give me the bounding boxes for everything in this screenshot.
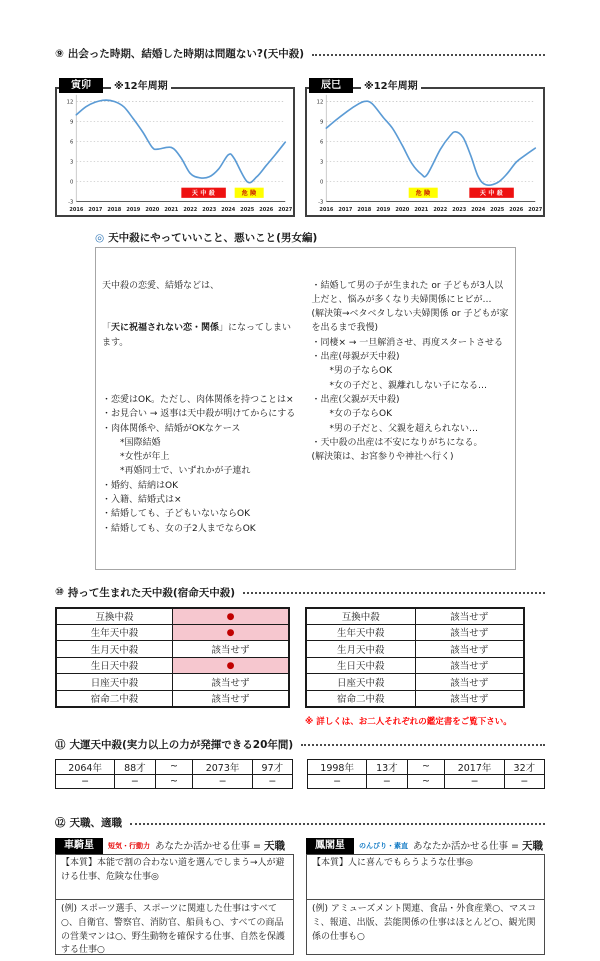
chart-torau-label-row (59, 77, 295, 93)
advice-column-left (96, 248, 306, 569)
y-tick-label: 6 (70, 139, 74, 146)
daiun-cell: 2017年 (445, 759, 504, 774)
fortune-label-cell: 宿命二中殺 (56, 690, 173, 707)
chart-torau-container (55, 77, 295, 217)
advice-line (102, 379, 300, 393)
advice-intro-line-2 (102, 321, 300, 350)
chart-tatsumi-frame (305, 87, 545, 217)
advice-line: ・恋愛はOK。ただし、肉体関係を持つことは× (102, 394, 294, 405)
daiun-cell: − (252, 774, 292, 789)
job-hokaku-example: (例) アミューズメント関連、食品・外食産業○、マスコミ、報道、出版、芸能関係の仕事はほとんど○、観光関係の仕事も○ (312, 904, 537, 942)
section-12-title: 天職、適職 (69, 817, 122, 830)
fortune-label-cell: 互換中殺 (306, 608, 415, 625)
job-hokaku-header (306, 837, 545, 854)
section-10-heading (55, 585, 545, 600)
job-shaki-essence: 【本質】本能で割の合わない道を選んでしまう→人が避ける仕事、危険な仕事◎ (56, 855, 293, 900)
daiun-cell: − (504, 774, 544, 789)
fortune-table-row (306, 641, 524, 658)
advice-line: *再婚同士で、いずれかが子連れ (102, 466, 251, 477)
y-tick-label: 3 (70, 159, 74, 166)
fortune-label-cell: 生月天中殺 (306, 641, 415, 658)
charts-row (55, 77, 545, 217)
daiun-right-wrap (307, 759, 545, 790)
fortune-table-row (56, 657, 289, 674)
section-9-number: ⑨ (55, 47, 64, 60)
x-tick-label: 2016 (69, 207, 84, 214)
x-tick-label: 2019 (376, 207, 391, 214)
section-12-number: ⑫ (55, 817, 66, 830)
x-tick-label: 2023 (202, 207, 217, 214)
fortune-label-cell: 生日天中殺 (306, 657, 415, 674)
advice-line: *女の子だと、親離れしない子になる… (311, 380, 488, 391)
data-line (326, 101, 535, 185)
y-tick-label: 12 (316, 99, 324, 106)
y-tick-label: 0 (70, 179, 74, 186)
fortune-value-cell: 該当せず (173, 690, 290, 707)
annotation-label: 天中殺 (191, 190, 218, 198)
daiun-left-wrap (55, 759, 293, 790)
x-tick-label: 2018 (107, 207, 122, 214)
y-tick-label: 3 (320, 159, 324, 166)
daiun-cell: − (308, 774, 367, 789)
daiun-table-left (55, 759, 293, 790)
daiun-cell: − (56, 774, 115, 789)
daiun-cell: ~ (407, 774, 445, 789)
daiun-table-row (308, 774, 545, 789)
daiun-table-row (56, 759, 293, 774)
dotted-leader (130, 823, 545, 825)
fortune-label-cell: 生年天中殺 (306, 624, 415, 641)
section-10-title: 持って生まれた天中殺(宿命天中殺) (67, 586, 235, 599)
chart-tatsumi-period-note: ※12年周期 (361, 80, 421, 93)
x-tick-label: 2020 (395, 207, 410, 214)
job-shaki-example: (例) スポーツ選手、スポーツに関連した仕事はすべて○、自衛官、警察官、消防官、船員も○、すべての商品の営業マンは○、野生動物を確保する仕事、自然を保護する仕事○ (61, 904, 285, 956)
fortune-value-cell: 該当せず (415, 674, 524, 691)
advice-line: ・出産(父親が天中殺) (311, 394, 400, 405)
x-tick-label: 2021 (414, 207, 429, 214)
x-tick-label: 2016 (319, 207, 334, 214)
fortune-label-cell: 生日天中殺 (56, 657, 173, 674)
job-shaki-headline-pre: あなたか活かせる仕事 = (155, 841, 264, 853)
section-10-number: ⑩ (55, 586, 64, 599)
fortune-table-row (56, 608, 289, 625)
advice-intro-post: 」になってしまいます。 (102, 323, 292, 348)
advice-line: *国際結婚 (102, 437, 161, 448)
job-shaki-headline-bold: 天職 (264, 840, 285, 853)
dotted-leader (243, 592, 545, 594)
chart-tatsumi-container (305, 77, 545, 217)
job-shaki-star-tab: 車騎星 (55, 838, 103, 854)
fortune-table-row (306, 624, 524, 641)
dotted-leader (312, 54, 545, 56)
advice-line: *女性が年上 (102, 452, 170, 463)
chart-tatsumi-label-row (309, 77, 545, 93)
fortune-label-cell: 生年天中殺 (56, 624, 173, 641)
job-shaki-body (55, 854, 294, 955)
fortune-value-cell (173, 608, 290, 625)
section-11-heading (55, 737, 545, 752)
daiun-cell: − (445, 774, 504, 789)
x-tick-label: 2025 (240, 207, 255, 214)
advice-heading (95, 230, 545, 245)
advice-line: ・同棲× → 一旦解消させ、再度スタートさせる (311, 337, 504, 348)
red-dot-icon: ● (226, 627, 235, 638)
y-tick-label: 9 (70, 119, 74, 126)
fortune-note: ※ 詳しくは、お二人それぞれの鑑定書をご覧下さい。 (305, 716, 512, 727)
double-circle-icon: ◎ (95, 232, 105, 244)
fortune-value-cell: 該当せず (415, 624, 524, 641)
daiun-table-row (308, 759, 545, 774)
fortune-value-cell: 該当せず (415, 690, 524, 707)
fortune-label-cell: 日座天中殺 (306, 674, 415, 691)
fortune-table-row (306, 674, 524, 691)
fortune-label-cell: 生月天中殺 (56, 641, 173, 658)
fortune-table-row (56, 674, 289, 691)
x-tick-label: 2019 (126, 207, 141, 214)
annotation-label: 危険 (241, 190, 259, 198)
chart-tatsumi-tab: 辰巳 (309, 78, 353, 93)
advice-right-items (312, 279, 510, 465)
fortune-table-left (55, 607, 290, 708)
chart-torau-period-note: ※12年周期 (111, 80, 171, 93)
daiun-cell: 88才 (115, 759, 155, 774)
daiun-cell: ~ (407, 759, 445, 774)
daiun-cell: 97才 (252, 759, 292, 774)
daiun-cell: 2073年 (193, 759, 252, 774)
fortune-table-row (306, 608, 524, 625)
job-hokaku-headline-pre: あなたか活かせる仕事 = (413, 841, 522, 853)
advice-line: ・結婚して男の子が生まれた or 子どもが3人以上だと、悩みが多くなり夫婦関係にヒビが… (311, 280, 504, 305)
fortune-value-cell: 該当せず (173, 674, 290, 691)
line-chart-torau (57, 89, 293, 215)
fortune-table-row (56, 641, 289, 658)
advice-left-items (102, 379, 300, 536)
y-tick-label: -3 (68, 199, 74, 206)
jobs-row (55, 837, 545, 955)
x-tick-label: 2018 (357, 207, 372, 214)
job-box-hokaku (306, 837, 545, 955)
section-9-title: 出会った時期、結婚した時期は問題ない?(天中殺) (67, 48, 305, 60)
section-12-heading (55, 815, 545, 830)
fortune-value-cell: 該当せず (415, 657, 524, 674)
daiun-cell: 13才 (367, 759, 407, 774)
advice-line: *男の子だと、父親を超えられない… (311, 423, 479, 434)
daiun-cell: 1998年 (308, 759, 367, 774)
y-tick-label: 12 (66, 99, 74, 106)
job-hokaku-headline-bold: 天職 (522, 840, 543, 853)
daiun-table-right (307, 759, 545, 790)
y-tick-label: 0 (320, 179, 324, 186)
y-tick-label: -3 (318, 199, 324, 206)
job-hokaku-body (306, 854, 545, 955)
daiun-cell: − (193, 774, 252, 789)
x-tick-label: 2017 (88, 207, 103, 214)
x-tick-label: 2020 (145, 207, 160, 214)
fortune-value-cell (173, 657, 290, 674)
fortune-tables-row (55, 607, 545, 708)
fortune-table-row (56, 690, 289, 707)
fortune-label-cell: 互換中殺 (56, 608, 173, 625)
advice-line: (解決策→ベタベタしない夫婦関係 or 子どもが家を出るまで我慢) (311, 309, 509, 334)
daiun-cell: ~ (155, 759, 193, 774)
red-dot-icon: ● (226, 660, 235, 671)
advice-line: ・天中殺の出産は不安になりがちになる。 (311, 437, 483, 448)
advice-intro-line-1: 天中殺の恋愛、結婚などは、 (102, 280, 220, 291)
advice-line: ・お見合い → 返事は天中殺が明けてからにする (102, 409, 296, 420)
advice-line: ・結婚しても、子どもいないならOK (102, 509, 250, 520)
x-tick-label: 2023 (452, 207, 467, 214)
advice-line: ・肉体関係や、結婚がOKなケース (102, 423, 241, 434)
fortune-value-cell: 該当せず (415, 608, 524, 625)
chart-torau-frame (55, 87, 295, 217)
x-tick-label: 2024 (221, 207, 236, 214)
annotation-label: 天中殺 (479, 190, 506, 198)
line-chart-tatsumi (307, 89, 543, 215)
section-9-heading (55, 46, 545, 61)
job-hokaku-trait: のんびり・素直 (359, 841, 408, 850)
job-shaki-headline (155, 838, 285, 853)
fortune-label-cell: 宿命二中殺 (306, 690, 415, 707)
advice-line: ・婚約、結納はOK (102, 480, 178, 491)
dotted-leader (301, 744, 545, 746)
advice-line: ・入籍、結婚式は× (102, 495, 182, 506)
x-tick-label: 2027 (278, 207, 293, 214)
fortune-value-cell: 該当せず (415, 641, 524, 658)
daiun-cell: ~ (155, 774, 193, 789)
daiun-table-row (56, 774, 293, 789)
fortune-value-cell (173, 624, 290, 641)
advice-box (95, 247, 516, 570)
x-tick-label: 2027 (528, 207, 543, 214)
advice-line: ・出産(母親が天中殺) (311, 352, 400, 363)
fortune-table-right (305, 607, 525, 708)
advice-intro-pre: 「 (102, 323, 112, 334)
x-tick-label: 2024 (471, 207, 486, 214)
fortune-label-cell: 日座天中殺 (56, 674, 173, 691)
y-tick-label: 9 (320, 119, 324, 126)
job-shaki-trait: 短気・行動力 (108, 841, 150, 850)
job-hokaku-headline (413, 838, 543, 853)
annotation-label: 危険 (415, 190, 433, 198)
advice-line: *女の子ならOK (311, 409, 392, 420)
x-tick-label: 2022 (183, 207, 198, 214)
fortune-table-row (56, 624, 289, 641)
chart-torau-tab: 寅卯 (59, 78, 103, 93)
job-hokaku-star-tab: 鳳閣星 (306, 838, 354, 854)
job-shaki-header (55, 837, 294, 854)
fortune-table-row (306, 690, 524, 707)
daiun-cell: 2064年 (56, 759, 115, 774)
daiun-tables-row (55, 759, 545, 790)
x-tick-label: 2025 (490, 207, 505, 214)
x-tick-label: 2026 (509, 207, 524, 214)
red-dot-icon: ● (226, 611, 235, 622)
job-hokaku-essence: 【本質】人に喜んでもらうような仕事◎ (307, 855, 544, 900)
advice-intro-bold: 天に祝福されない恋・関係 (111, 323, 220, 334)
daiun-cell: − (367, 774, 407, 789)
x-tick-label: 2026 (259, 207, 274, 214)
job-box-shaki (55, 837, 294, 955)
fortune-table-row (306, 657, 524, 674)
advice-line: ・結婚しても、女の子2人までならOK (102, 523, 256, 534)
daiun-cell: − (115, 774, 155, 789)
y-tick-label: 6 (320, 139, 324, 146)
section-11-number: ⑪ (55, 738, 66, 751)
advice-line: (解決策は、お宮参りや神社へ行く) (311, 452, 454, 463)
fortune-value-cell: 該当せず (173, 641, 290, 658)
x-tick-label: 2021 (164, 207, 179, 214)
daiun-cell: 32才 (504, 759, 544, 774)
advice-column-right (306, 248, 516, 569)
advice-line: *男の子ならOK (311, 366, 392, 377)
section-11-title: 大運天中殺(実力以上の力が発揮できる20年間) (69, 738, 294, 751)
advice-heading-text: 天中殺にやっていいこと、悪いこと(男女編) (108, 232, 318, 244)
x-tick-label: 2017 (338, 207, 353, 214)
x-tick-label: 2022 (433, 207, 448, 214)
